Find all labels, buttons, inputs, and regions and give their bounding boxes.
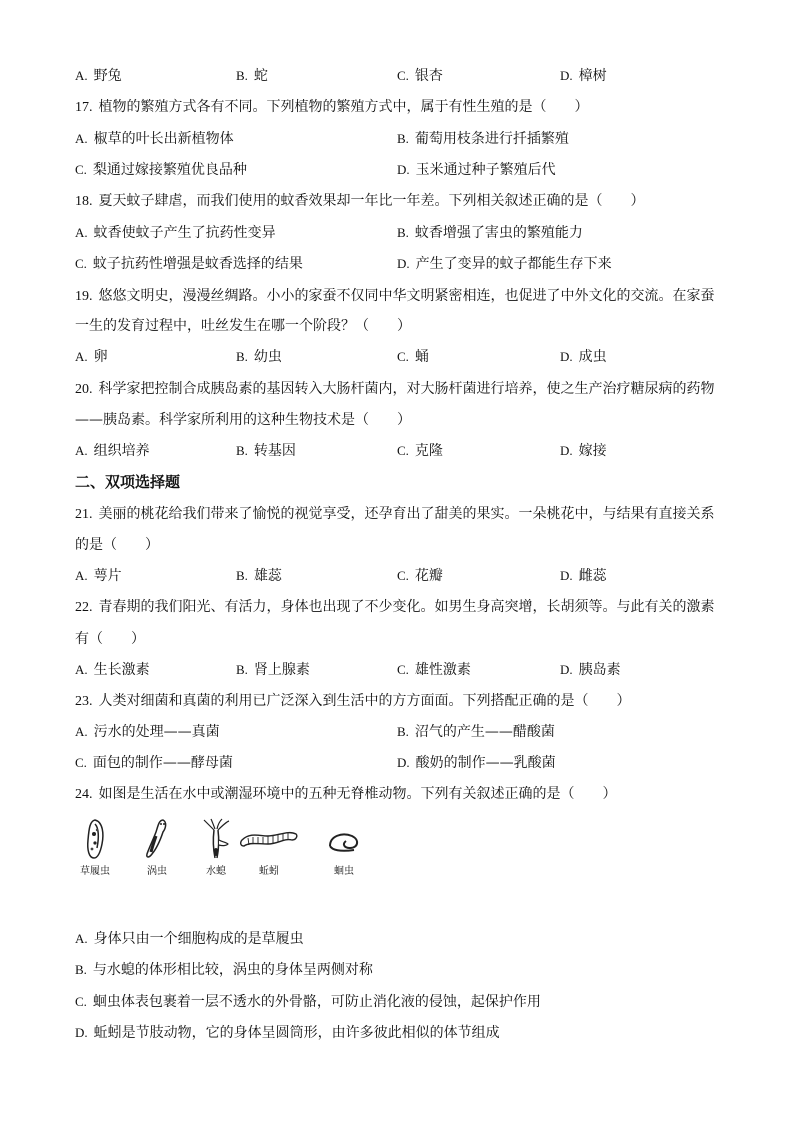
figure-label-paramecium: 草履虫 — [80, 866, 110, 877]
q21-stem-cont: 的是（ ） — [75, 537, 159, 553]
q20-stem-cont: ——胰岛素。科学家所利用的这种生物技术是（ ） — [75, 412, 411, 428]
q16-option-d: D. 樟树 — [560, 68, 607, 84]
q24-option-d: D. 蚯蚓是节肢动物，它的身体呈圆筒形，由许多彼此相似的体节组成 — [75, 1025, 500, 1041]
figure-hydra — [198, 818, 234, 877]
q20-option-d: D. 嫁接 — [560, 443, 607, 459]
planarian-icon — [143, 818, 171, 860]
q23-option-d: D. 酸奶的制作——乳酸菌 — [397, 755, 556, 771]
q21-option-d: D. 雌蕊 — [560, 568, 607, 584]
hydra-icon — [198, 818, 234, 860]
q20-stem: 20. 科学家把控制合成胰岛素的基因转入大肠杆菌内，对大肠杆菌进行培养，使之生产治疗糖尿病的药物 — [75, 381, 715, 397]
q21-option-a: A. 萼片 — [75, 568, 122, 584]
q17-option-a: A. 椒草的叶长出新植物体 — [75, 131, 234, 147]
q23-stem: 23. 人类对细菌和真菌的利用已广泛深入到生活中的方方面面。下列搭配正确的是（ ） — [75, 693, 631, 709]
q18-option-d: D. 产生了变异的蚊子都能生存下来 — [397, 256, 612, 272]
q24-option-b: B. 与水螅的体形相比较，涡虫的身体呈两侧对称 — [75, 962, 373, 978]
paramecium-icon — [83, 818, 107, 860]
figure-planarian — [140, 818, 174, 877]
q22-stem: 22. 青春期的我们阳光、有活力，身体也出现了不少变化。如男生身高突增，长胡须等。与此有关的激素 — [75, 599, 715, 615]
q23-option-b: B. 沼气的产生——醋酸菌 — [397, 724, 555, 740]
q24-stem: 24. 如图是生活在水中或潮湿环境中的五种无脊椎动物。下列有关叙述正确的是（ ） — [75, 786, 617, 802]
q19-stem: 19. 悠悠文明史，漫漫丝绸路。小小的家蚕不仅同中华文明紧密相连，也促进了中外文化的交流。在家蚕 — [75, 288, 715, 304]
q20-option-c: C. 克隆 — [397, 443, 443, 459]
q22-option-a: A. 生长激素 — [75, 662, 150, 678]
figure-roundworm — [324, 818, 364, 877]
q17-option-d: D. 玉米通过种子繁殖后代 — [397, 162, 556, 178]
q19-option-a: A. 卵 — [75, 349, 108, 365]
figure-label-earthworm: 蚯蚓 — [259, 866, 279, 877]
section-heading: 二、双项选择题 — [75, 473, 181, 491]
roundworm-icon — [324, 818, 364, 860]
figure-paramecium — [74, 818, 116, 877]
figure-label-planarian: 涡虫 — [147, 866, 167, 877]
q21-option-b: B. 雄蕊 — [236, 568, 282, 584]
q20-option-b: B. 转基因 — [236, 443, 296, 459]
q22-option-d: D. 胰岛素 — [560, 662, 621, 678]
q21-stem: 21. 美丽的桃花给我们带来了愉悦的视觉享受，还孕育出了甜美的果实。一朵桃花中，与结果有直接关系 — [75, 506, 715, 522]
q17-option-b: B. 葡萄用枝条进行扦插繁殖 — [397, 131, 569, 147]
q19-option-b: B. 幼虫 — [236, 349, 282, 365]
figure-label-roundworm: 蛔虫 — [334, 866, 354, 877]
q23-option-c: C. 面包的制作——酵母菌 — [75, 755, 233, 771]
q16-option-b: B. 蛇 — [236, 68, 268, 84]
figure-label-hydra: 水螅 — [206, 866, 226, 877]
q23-option-a: A. 污水的处理——真菌 — [75, 724, 220, 740]
q21-option-c: C. 花瓣 — [397, 568, 443, 584]
q24-option-c: C. 蛔虫体表包裹着一层不透水的外骨骼，可防止消化液的侵蚀，起保护作用 — [75, 994, 541, 1010]
q16-option-a: A. 野兔 — [75, 68, 122, 84]
q22-option-c: C. 雄性激素 — [397, 662, 471, 678]
q16-option-c: C. 银杏 — [397, 68, 443, 84]
earthworm-icon — [238, 818, 300, 860]
q20-option-a: A. 组织培养 — [75, 443, 150, 459]
q18-option-a: A. 蚊香使蚊子产生了抗药性变异 — [75, 225, 276, 241]
figure-earthworm — [238, 818, 300, 877]
q17-stem: 17. 植物的繁殖方式各有不同。下列植物的繁殖方式中，属于有性生殖的是（ ） — [75, 99, 589, 115]
q24-option-a: A. 身体只由一个细胞构成的是草履虫 — [75, 931, 304, 947]
q18-stem: 18. 夏天蚊子肆虐，而我们使用的蚊香效果却一年比一年差。下列相关叙述正确的是（ ） — [75, 193, 645, 209]
q17-option-c: C. 梨通过嫁接繁殖优良品种 — [75, 162, 247, 178]
q19-option-d: D. 成虫 — [560, 349, 607, 365]
q19-option-c: C. 蛹 — [397, 349, 429, 365]
q18-option-c: C. 蚊子抗药性增强是蚊香选择的结果 — [75, 256, 303, 272]
q19-stem-cont: 一生的发育过程中，吐丝发生在哪一个阶段？（ ） — [75, 318, 411, 334]
q22-stem-cont: 有（ ） — [75, 631, 145, 647]
q18-option-b: B. 蚊香增强了害虫的繁殖能力 — [397, 225, 583, 241]
q22-option-b: B. 肾上腺素 — [236, 662, 310, 678]
